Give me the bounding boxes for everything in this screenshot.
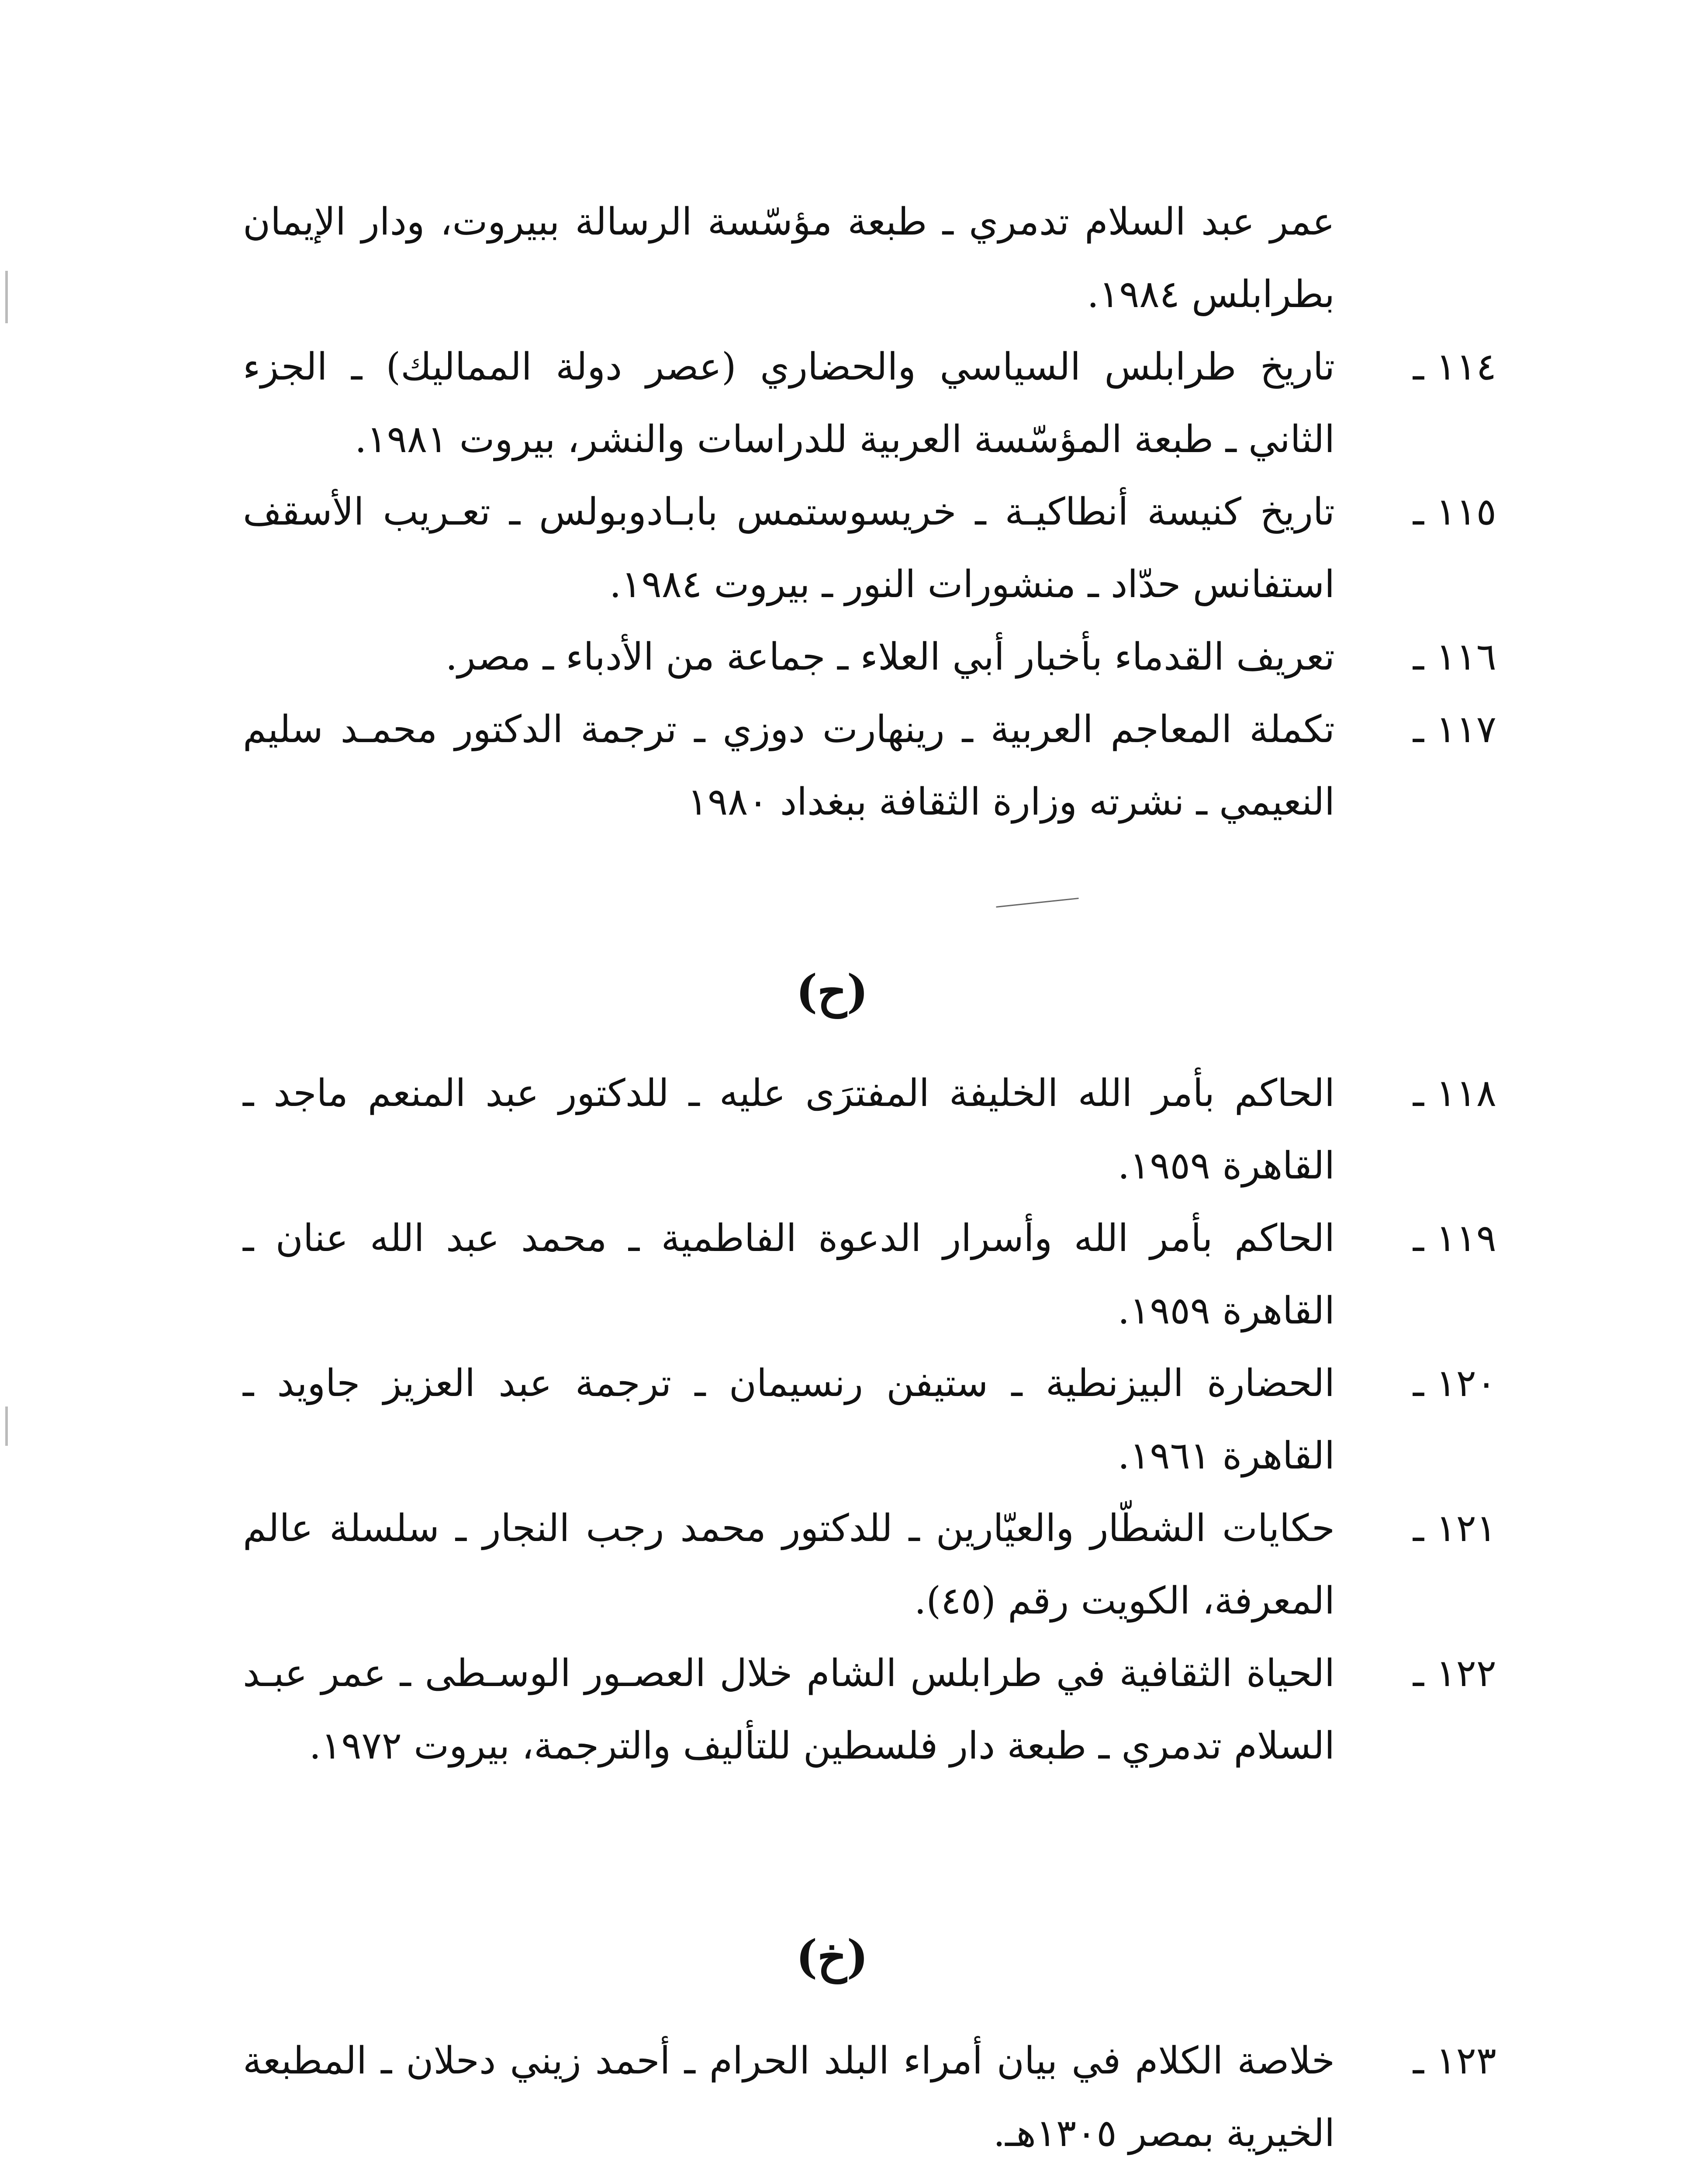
bibliography-entry xyxy=(243,1202,1496,1347)
bibliography-entry xyxy=(243,621,1496,693)
entry-number: ١٢٠ ـ xyxy=(1413,1362,1496,1405)
entry-number: ١١٧ ـ xyxy=(1413,708,1496,751)
entry-text: الحياة الثقافية في طرابلس الشام خلال العصـور الوسـطى ـ عمر عبـد السلام تدمري ـ طبعة دار فلسطين للتأليف والترجمة، بيروت ١٩٧٢. xyxy=(243,1652,1335,1768)
continuation-text: عمر عبد السلام تدمري ـ طبعة مؤسّسة الرسالة ببيروت، ودار الإيمان بطرابلس ١٩٨٤. xyxy=(243,200,1335,316)
bibliography-block-h xyxy=(243,1057,1496,1782)
entry-text: الحاكم بأمر الله الخليفة المفترَى عليه ـ للدكتور عبد المنعم ماجد ـ القاهرة ١٩٥٩. xyxy=(243,1071,1335,1188)
scan-edge-mark xyxy=(5,1406,8,1446)
entry-text: خلاصة الكلام في بيان أمراء البلد الحرام ـ أحمد زيني دحلان ـ المطبعة الخيرية بمصر ١٣٠٥هـ. xyxy=(243,2039,1335,2155)
bibliography-entry xyxy=(243,1637,1496,1782)
divider-line xyxy=(996,898,1078,908)
entry-number: ١١٩ ـ xyxy=(1413,1216,1496,1260)
entry-text: تعريف القدماء بأخبار أبي العلاء ـ جماعة من الأدباء ـ مصر. xyxy=(445,635,1335,679)
bibliography-block-kh xyxy=(243,2025,1496,2170)
bibliography-block-top xyxy=(243,186,1496,838)
entry-text: الحاكم بأمر الله وأسرار الدعوة الفاطمية ـ محمد عبد الله عنان ـ القاهرة ١٩٥٩. xyxy=(243,1216,1335,1333)
entry-number: ١١٥ ـ xyxy=(1413,490,1496,534)
entry-number: ١١٤ ـ xyxy=(1413,345,1496,389)
entry-text: الحضارة البيزنطية ـ ستيفن رنسيمان ـ ترجمة عبد العزيز جاويد ـ القاهرة ١٩٦١. xyxy=(243,1362,1335,1478)
entry-number: ١١٨ ـ xyxy=(1413,1071,1496,1115)
bibliography-entry xyxy=(243,693,1496,838)
entry-number: ١٢١ ـ xyxy=(1413,1507,1496,1550)
bibliography-entry xyxy=(243,476,1496,621)
entry-text: حكايات الشطّار والعيّارين ـ للدكتور محمد رجب النجار ـ سلسلة عالم المعرفة، الكويت رقم (٤٥). xyxy=(243,1507,1335,1623)
bibliography-entry xyxy=(243,1492,1496,1637)
bibliography-entry xyxy=(243,2025,1496,2170)
entry-text: تكملة المعاجم العربية ـ رينهارت دوزي ـ ترجمة الدكتور محمـد سليم النعيمي ـ نشرته وزارة الثقافة ببغداد ١٩٨٠ xyxy=(243,708,1335,824)
entry-number: ١٢٢ ـ xyxy=(1413,1652,1496,1695)
entry-number: ١٢٣ ـ xyxy=(1413,2039,1496,2083)
entry-text: تاريخ طرابلس السياسي والحضاري (عصر دولة المماليك) ـ الجزء الثاني ـ طبعة المؤسّسة العربية للدراسات والنشر، بيروت ١٩٨١. xyxy=(243,345,1335,461)
scan-edge-mark xyxy=(5,271,8,323)
entry-number: ١١٦ ـ xyxy=(1413,635,1496,679)
bibliography-entry xyxy=(243,1347,1496,1492)
bibliography-entry xyxy=(243,331,1496,476)
section-heading-h: (ح) xyxy=(796,964,868,1018)
section-heading-kh: (خ) xyxy=(796,1930,868,1984)
entry-text: تاريخ كنيسة أنطاكيـة ـ خريسوستمس بابـادوبولس ـ تعـريب الأسقف استفانس حدّاد ـ منشورات النور ـ بيروت ١٩٨٤. xyxy=(243,490,1335,606)
bibliography-entry xyxy=(243,1057,1496,1202)
